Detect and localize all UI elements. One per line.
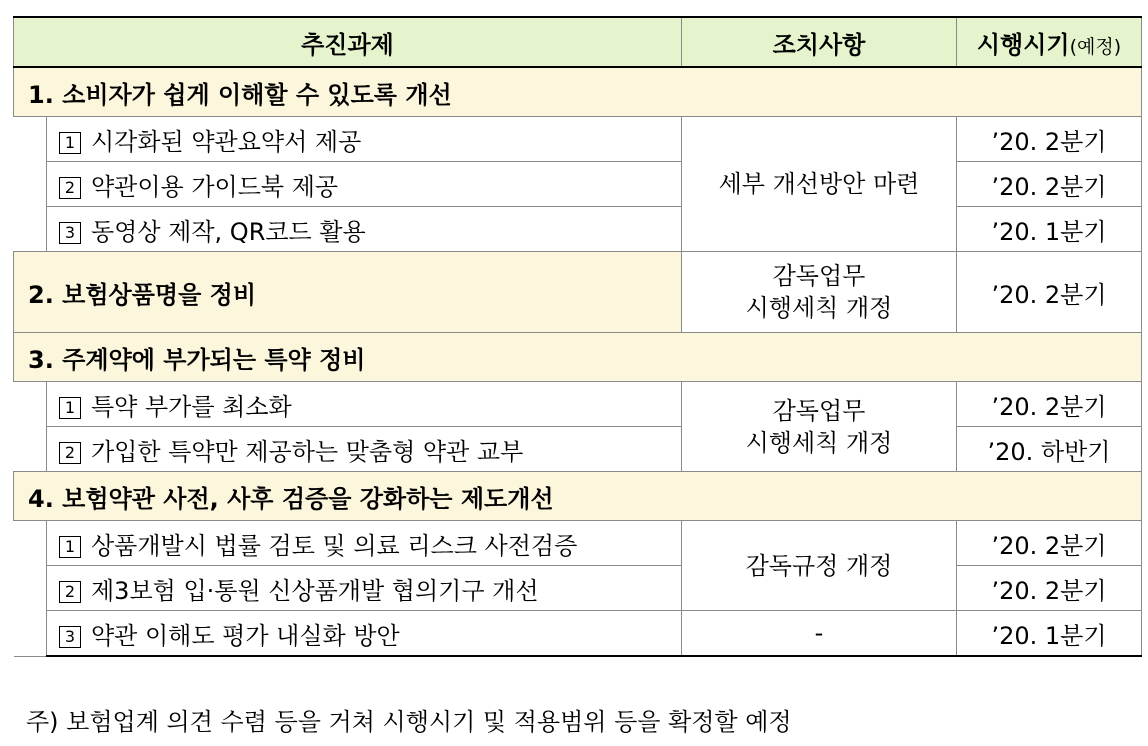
- action-line-2: 시행세칙 개정: [745, 294, 893, 322]
- section-title: 4. 보험약관 사전, 사후 검증을 강화하는 제도개선: [14, 472, 1142, 521]
- item-number-box: 2: [59, 177, 81, 199]
- item-label: 약관이용 가이드북 제공: [91, 172, 339, 201]
- section-row-4: [14, 472, 1142, 521]
- table-row: [14, 427, 1142, 472]
- table-row: [14, 117, 1142, 162]
- timing-cell: ’20. 2분기: [957, 117, 1142, 162]
- action-cell: [682, 382, 957, 472]
- timing-cell: ’20. 2분기: [957, 252, 1142, 333]
- header-timing-suffix: (예정): [1069, 35, 1122, 58]
- action-line-2: 시행세칙 개정: [745, 428, 893, 457]
- item-number-box: 3: [59, 626, 81, 648]
- table-row: [14, 566, 1142, 611]
- action-cell: 감독규정 개정: [682, 521, 957, 611]
- item-label: 동영상 제작, QR코드 활용: [91, 217, 366, 246]
- item-number-box: 3: [59, 222, 81, 244]
- item-number-box: 2: [59, 581, 81, 603]
- section-row-3: [14, 333, 1142, 382]
- table-row: [14, 521, 1142, 566]
- item-cell: [47, 207, 682, 252]
- table-row: [14, 162, 1142, 207]
- action-cell: -: [682, 611, 957, 657]
- item-label: 가입한 특약만 제공하는 맞춤형 약관 교부: [91, 437, 524, 466]
- action-line-1: 감독업무: [772, 396, 866, 425]
- header-task: 추진과제: [14, 17, 682, 67]
- table-row: [14, 611, 1142, 657]
- item-cell: [47, 521, 682, 566]
- header-timing-label: 시행시기: [976, 30, 1070, 59]
- table-header-row: [14, 17, 1142, 67]
- item-number-box: 1: [59, 536, 81, 558]
- item-cell: [47, 117, 682, 162]
- section-title: 3. 주계약에 부가되는 특약 정비: [14, 333, 1142, 382]
- indent-cell: [14, 117, 47, 252]
- timing-cell: ’20. 2분기: [957, 162, 1142, 207]
- item-label: 상품개발시 법률 검토 및 의료 리스크 사전검증: [91, 531, 578, 560]
- action-line-1: 감독업무: [772, 262, 866, 290]
- item-cell: [47, 611, 682, 657]
- header-timing: [957, 17, 1142, 67]
- timing-cell: ’20. 2분기: [957, 382, 1142, 427]
- table-row: [14, 382, 1142, 427]
- section-row-1: [14, 67, 1142, 117]
- timing-cell: ’20. 2분기: [957, 521, 1142, 566]
- item-number-box: 1: [59, 132, 81, 154]
- indent-cell: [14, 521, 47, 657]
- item-number-box: 2: [59, 442, 81, 464]
- timing-cell: ’20. 1분기: [957, 611, 1142, 657]
- item-label: 특약 부가를 최소화: [91, 392, 292, 421]
- item-number-box: 1: [59, 397, 81, 419]
- header-action: 조치사항: [682, 17, 957, 67]
- reform-plan-table: [13, 16, 1142, 657]
- item-cell: [47, 162, 682, 207]
- section-row-2: [14, 252, 1142, 333]
- table-row: [14, 207, 1142, 252]
- footnote: 주) 보험업계 의견 수렴 등을 거쳐 시행시기 및 적용범위 등을 확정할 예정: [26, 708, 792, 736]
- timing-cell: ’20. 2분기: [957, 566, 1142, 611]
- item-label: 약관 이해도 평가 내실화 방안: [91, 621, 400, 650]
- action-cell: 세부 개선방안 마련: [682, 117, 957, 252]
- indent-cell: [14, 382, 47, 472]
- item-label: 제3보험 입·통원 신상품개발 협의기구 개선: [91, 576, 539, 605]
- timing-cell: ’20. 하반기: [957, 427, 1142, 472]
- action-cell: [682, 252, 957, 333]
- item-cell: [47, 382, 682, 427]
- item-cell: [47, 566, 682, 611]
- item-label: 시각화된 약관요약서 제공: [91, 127, 362, 156]
- timing-cell: ’20. 1분기: [957, 207, 1142, 252]
- item-cell: [47, 427, 682, 472]
- section-title: 1. 소비자가 쉽게 이해할 수 있도록 개선: [14, 67, 1142, 117]
- section-title: 2. 보험상품명을 정비: [14, 252, 682, 333]
